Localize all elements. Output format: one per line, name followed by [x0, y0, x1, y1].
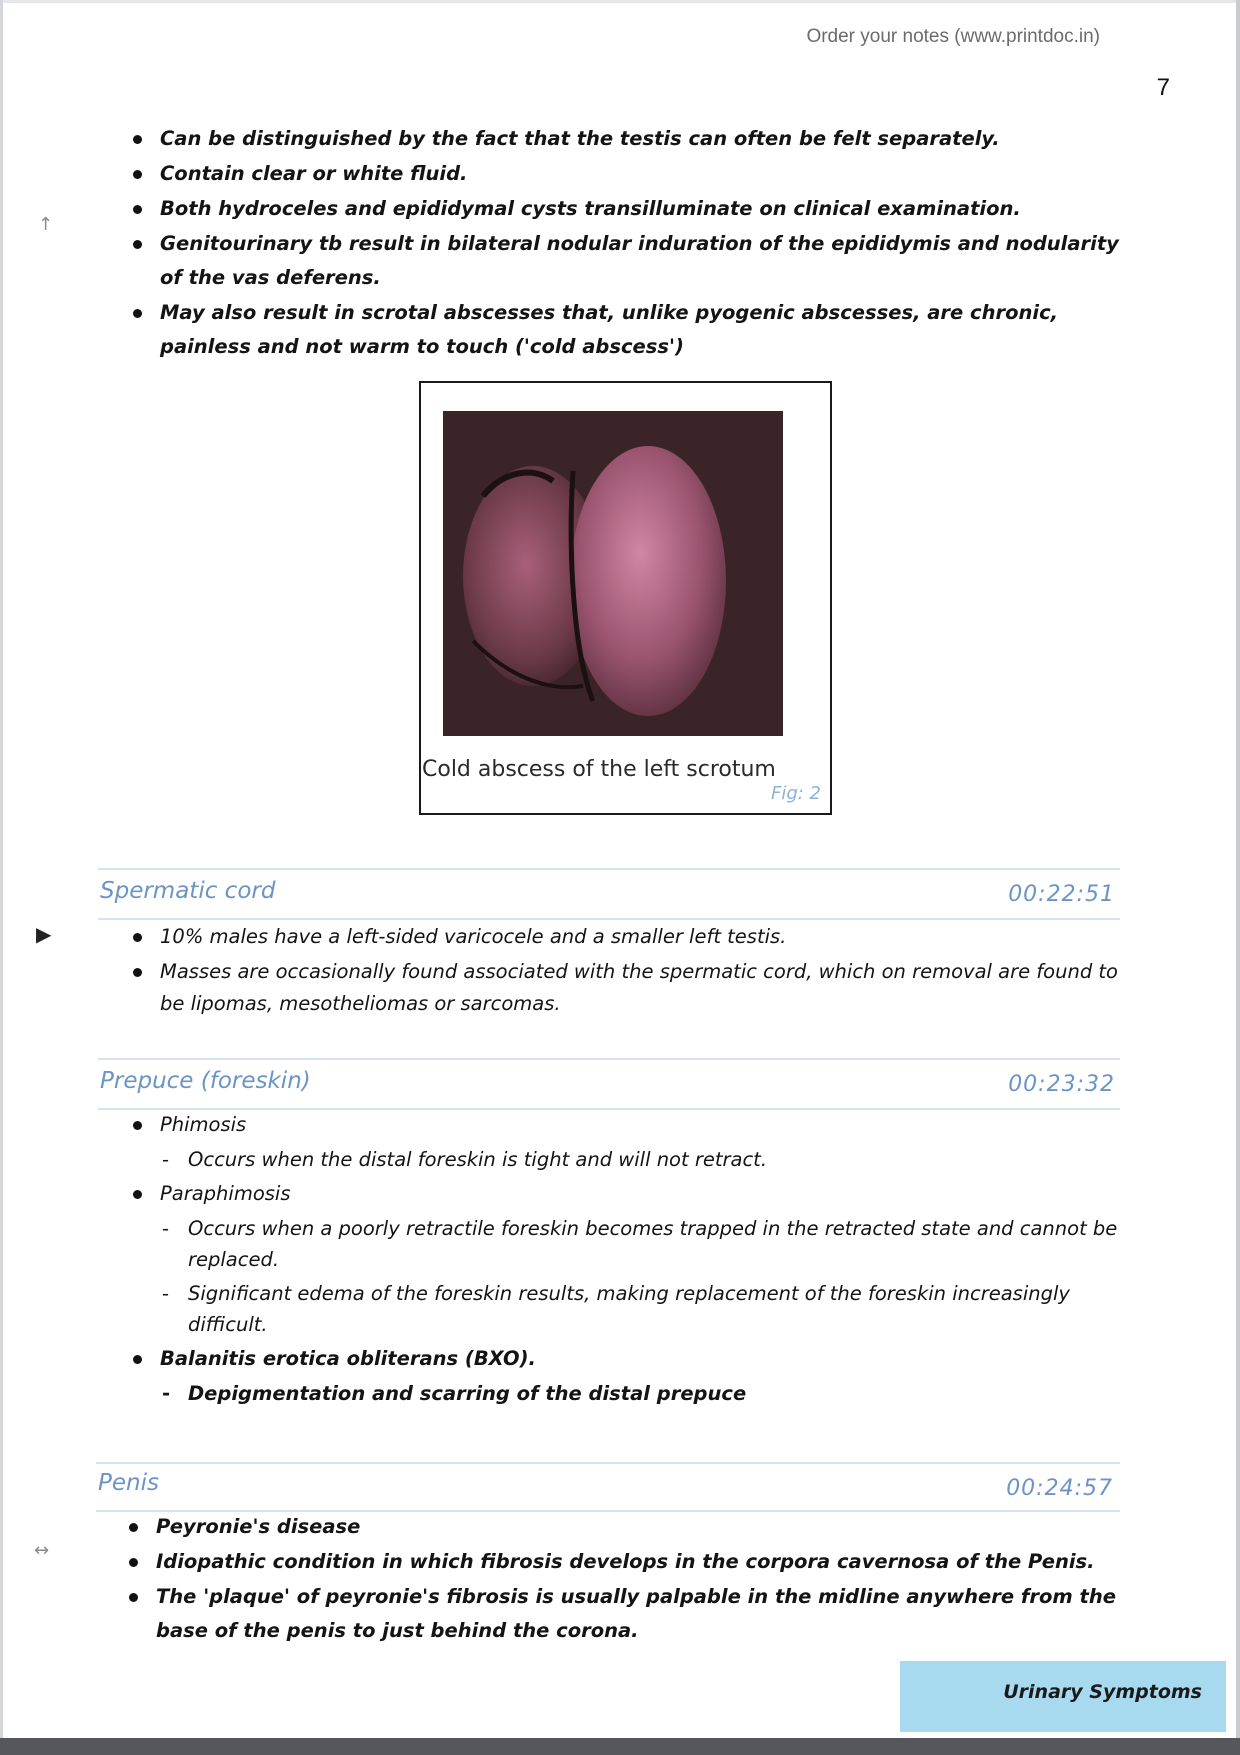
scan-right-edge: [1236, 0, 1240, 1738]
scan-bottom-edge: [0, 1738, 1240, 1755]
sub-list-item: - Significant edema of the foreskin results, making replacement of the foreskin increasingly difficult.: [160, 1278, 1120, 1340]
sub-list: [160, 1213, 1120, 1340]
list-item: Masses are occasionally found associated with the spermatic cord, which on removal are found to be lipomas, mesotheliomas or sarcomas.: [100, 956, 1120, 1020]
scan-top-edge: [0, 0, 1240, 3]
timestamp-penis: 00:24:57: [1006, 1476, 1113, 1501]
scan-mark: ↔: [34, 1540, 50, 1561]
section-rule: [98, 1058, 1120, 1060]
list-item-phimosis: [100, 1109, 1120, 1175]
list-item: Genitourinary tb result in bilateral nodular induration of the epididymis and nodularity of the vas deferens.: [100, 227, 1120, 295]
sub-list: [160, 1378, 1120, 1409]
sub-list-item: - Occurs when the distal foreskin is tight and will not retract.: [160, 1144, 1120, 1175]
intro-bullet-list: [100, 122, 1120, 365]
section-title-spermatic-cord: Spermatic cord: [100, 878, 276, 904]
list-item: Contain clear or white fluid.: [100, 157, 1120, 191]
list-item-paraphimosis: [100, 1178, 1120, 1340]
list-item: Peyronie's disease: [96, 1510, 1120, 1544]
figure-caption: Cold abscess of the left scrotum: [422, 757, 776, 782]
list-item-bxo: [100, 1343, 1120, 1409]
section-rule: [98, 868, 1120, 870]
page-number: 7: [1156, 74, 1170, 101]
clinical-photo: [443, 411, 783, 736]
figure-label: Fig: 2: [770, 783, 821, 804]
list-item: Can be distinguished by the fact that the testis can often be felt separately.: [100, 122, 1120, 156]
list-item: May also result in scrotal abscesses that, unlike pyogenic abscesses, are chronic, painless and not warm to touch ('cold abscess'): [100, 296, 1120, 364]
list-item: Both hydroceles and epididymal cysts transilluminate on clinical examination.: [100, 192, 1120, 226]
list-item-label: Balanitis erotica obliterans (BXO).: [160, 1347, 536, 1370]
list-item-label: Paraphimosis: [160, 1182, 291, 1205]
list-item-label: Phimosis: [160, 1113, 247, 1136]
list-item: 10% males have a left-sided varicocele and a smaller left testis.: [100, 921, 1120, 953]
scan-left-edge: [0, 0, 3, 1755]
section-rule: [98, 918, 1120, 920]
spermatic-cord-list: [100, 921, 1120, 1023]
list-item: Idiopathic condition in which fibrosis develops in the corpora cavernosa of the Penis.: [96, 1545, 1120, 1579]
sub-list-item: - Depigmentation and scarring of the distal prepuce: [160, 1378, 1120, 1409]
chapter-tab-label: Urinary Symptoms: [1003, 1681, 1202, 1703]
penis-list: [96, 1510, 1120, 1649]
scan-mark: ▶: [36, 922, 52, 946]
timestamp-spermatic-cord: 00:22:51: [1008, 882, 1115, 907]
scan-mark: ↑: [38, 214, 54, 235]
section-rule: [96, 1462, 1120, 1464]
section-title-prepuce: Prepuce (foreskin): [100, 1068, 311, 1094]
figure-box: [419, 381, 832, 815]
chapter-tab: [900, 1661, 1226, 1732]
sub-list: [160, 1144, 1120, 1175]
prepuce-list: [100, 1109, 1120, 1412]
section-title-penis: Penis: [98, 1470, 159, 1496]
list-item: The 'plaque' of peyronie's fibrosis is usually palpable in the midline anywhere from the base of the penis to just behind the corona.: [96, 1580, 1120, 1648]
sub-list-item: - Occurs when a poorly retractile foreskin becomes trapped in the retracted state and cannot be replaced.: [160, 1213, 1120, 1275]
clinical-photo-illustration: [443, 411, 783, 736]
timestamp-prepuce: 00:23:32: [1008, 1072, 1115, 1097]
order-notes-header: Order your notes (www.printdoc.in): [806, 26, 1100, 47]
